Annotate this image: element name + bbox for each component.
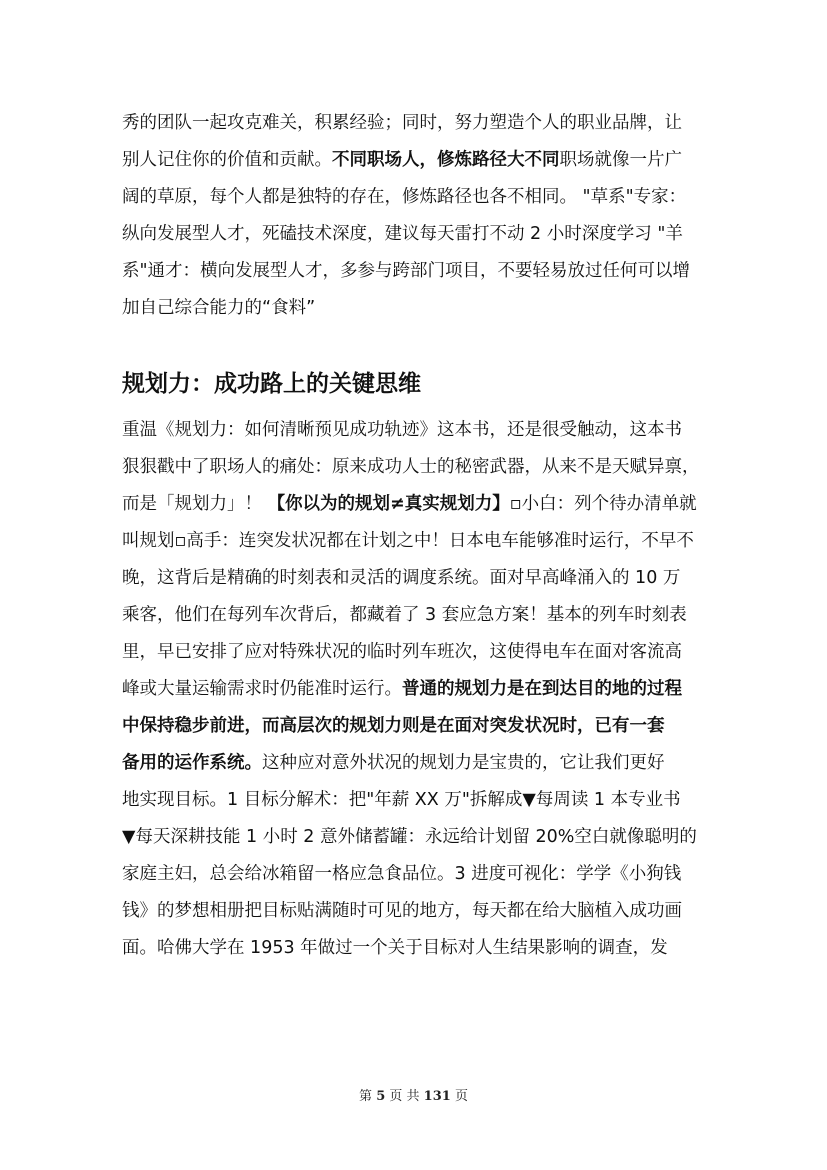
- text-line: 纵向发展型人才，死磕技术深度，建议每天雷打不动 2 小时深度学习 "羊: [122, 224, 683, 244]
- text-line: 重温《规划力：如何清晰预见成功轨迹》这本书，还是很受触动，这本书: [122, 420, 682, 440]
- text-line: 加自己综合能力的“食料”: [122, 298, 316, 318]
- text-line: ▼每天深耕技能 1 小时 2 意外储蓄罐：永远给计划留 20%空白就像聪明的: [122, 827, 697, 847]
- bold-phrase: 普通的规划力是在到达目的地的过程: [402, 679, 682, 699]
- text-line: [122, 671, 702, 708]
- text-line: 家庭主妇，总会给冰箱留一格应急食品位。3 进度可视化：学学《小狗钱: [122, 864, 682, 884]
- footer-mid: 页 共: [389, 1089, 420, 1104]
- footer-prefix: 第: [359, 1089, 373, 1104]
- text-span: 而是「规划力」！: [122, 494, 268, 514]
- bold-phrase: 中保持稳步前进，而高层次的规划力则是在面对突发状况时，已有一套: [122, 716, 665, 736]
- text-span: 这种应对意外状况的规划力是宝贵的，它让我们更好: [262, 753, 665, 773]
- text-line: 晚，这背后是精确的时刻表和灵活的调度系统。面对早高峰涌入的 10 万: [122, 568, 681, 588]
- total-pages: 131: [423, 1089, 451, 1104]
- bold-phrase: 不同职场人，修炼路径大不同: [332, 150, 560, 170]
- text-span: 职场就像一片广: [559, 150, 682, 170]
- page-number: 5: [376, 1089, 386, 1104]
- bold-phrase: 【你以为的规划≠真实规划力】: [267, 494, 510, 514]
- text-span: 别人记住你的价值和贡献。: [122, 150, 332, 170]
- section-heading: 规划力：成功路上的关键思维: [122, 371, 421, 397]
- text-line: 叫规划▫高手：连突发状况都在计划之中！日本电车能够准时运行，不早不: [122, 531, 694, 551]
- text-line: [122, 142, 702, 179]
- text-line: [122, 708, 702, 745]
- text-line: 系"通才：横向发展型人才，多参与跨部门项目，不要轻易放过任何可以增: [122, 261, 691, 281]
- text-span: 峰或大量运输需求时仍能准时运行。: [122, 679, 402, 699]
- paragraph-planning: [122, 412, 702, 967]
- text-line: 乘客，他们在每列车次背后，都藏着了 3 套应急方案！基本的列车时刻表: [122, 605, 687, 625]
- text-line: 里，早已安排了应对特殊状况的临时列车班次，这使得电车在面对客流高: [122, 642, 682, 662]
- footer-suffix: 页: [454, 1089, 468, 1104]
- bold-phrase: 备用的运作系统。: [122, 753, 262, 773]
- text-line: 面。哈佛大学在 1953 年做过一个关于目标对人生结果影响的调查，发: [122, 938, 668, 958]
- text-line: 阔的草原，每个人都是独特的存在，修炼路径也各不相同。 "草系"专家：: [122, 187, 687, 207]
- text-line: [122, 486, 702, 523]
- text-line: [122, 745, 702, 782]
- text-line: 地实现目标。1 目标分解术：把"年薪 XX 万"拆解成▼每周读 1 本专业书: [122, 790, 681, 810]
- text-line: 秀的团队一起攻克难关，积累经验；同时，努力塑造个人的职业品牌，让: [122, 113, 682, 133]
- text-line: 狠狠戳中了职场人的痛处：原来成功人士的秘密武器，从来不是天赋异禀，: [122, 457, 700, 477]
- page-footer: [0, 1085, 827, 1104]
- text-span: ▫小白：列个待办清单就: [509, 494, 697, 514]
- text-line: 钱》的梦想相册把目标贴满随时可见的地方，每天都在给大脑植入成功画: [122, 901, 682, 921]
- paragraph-career-paths: [122, 105, 702, 327]
